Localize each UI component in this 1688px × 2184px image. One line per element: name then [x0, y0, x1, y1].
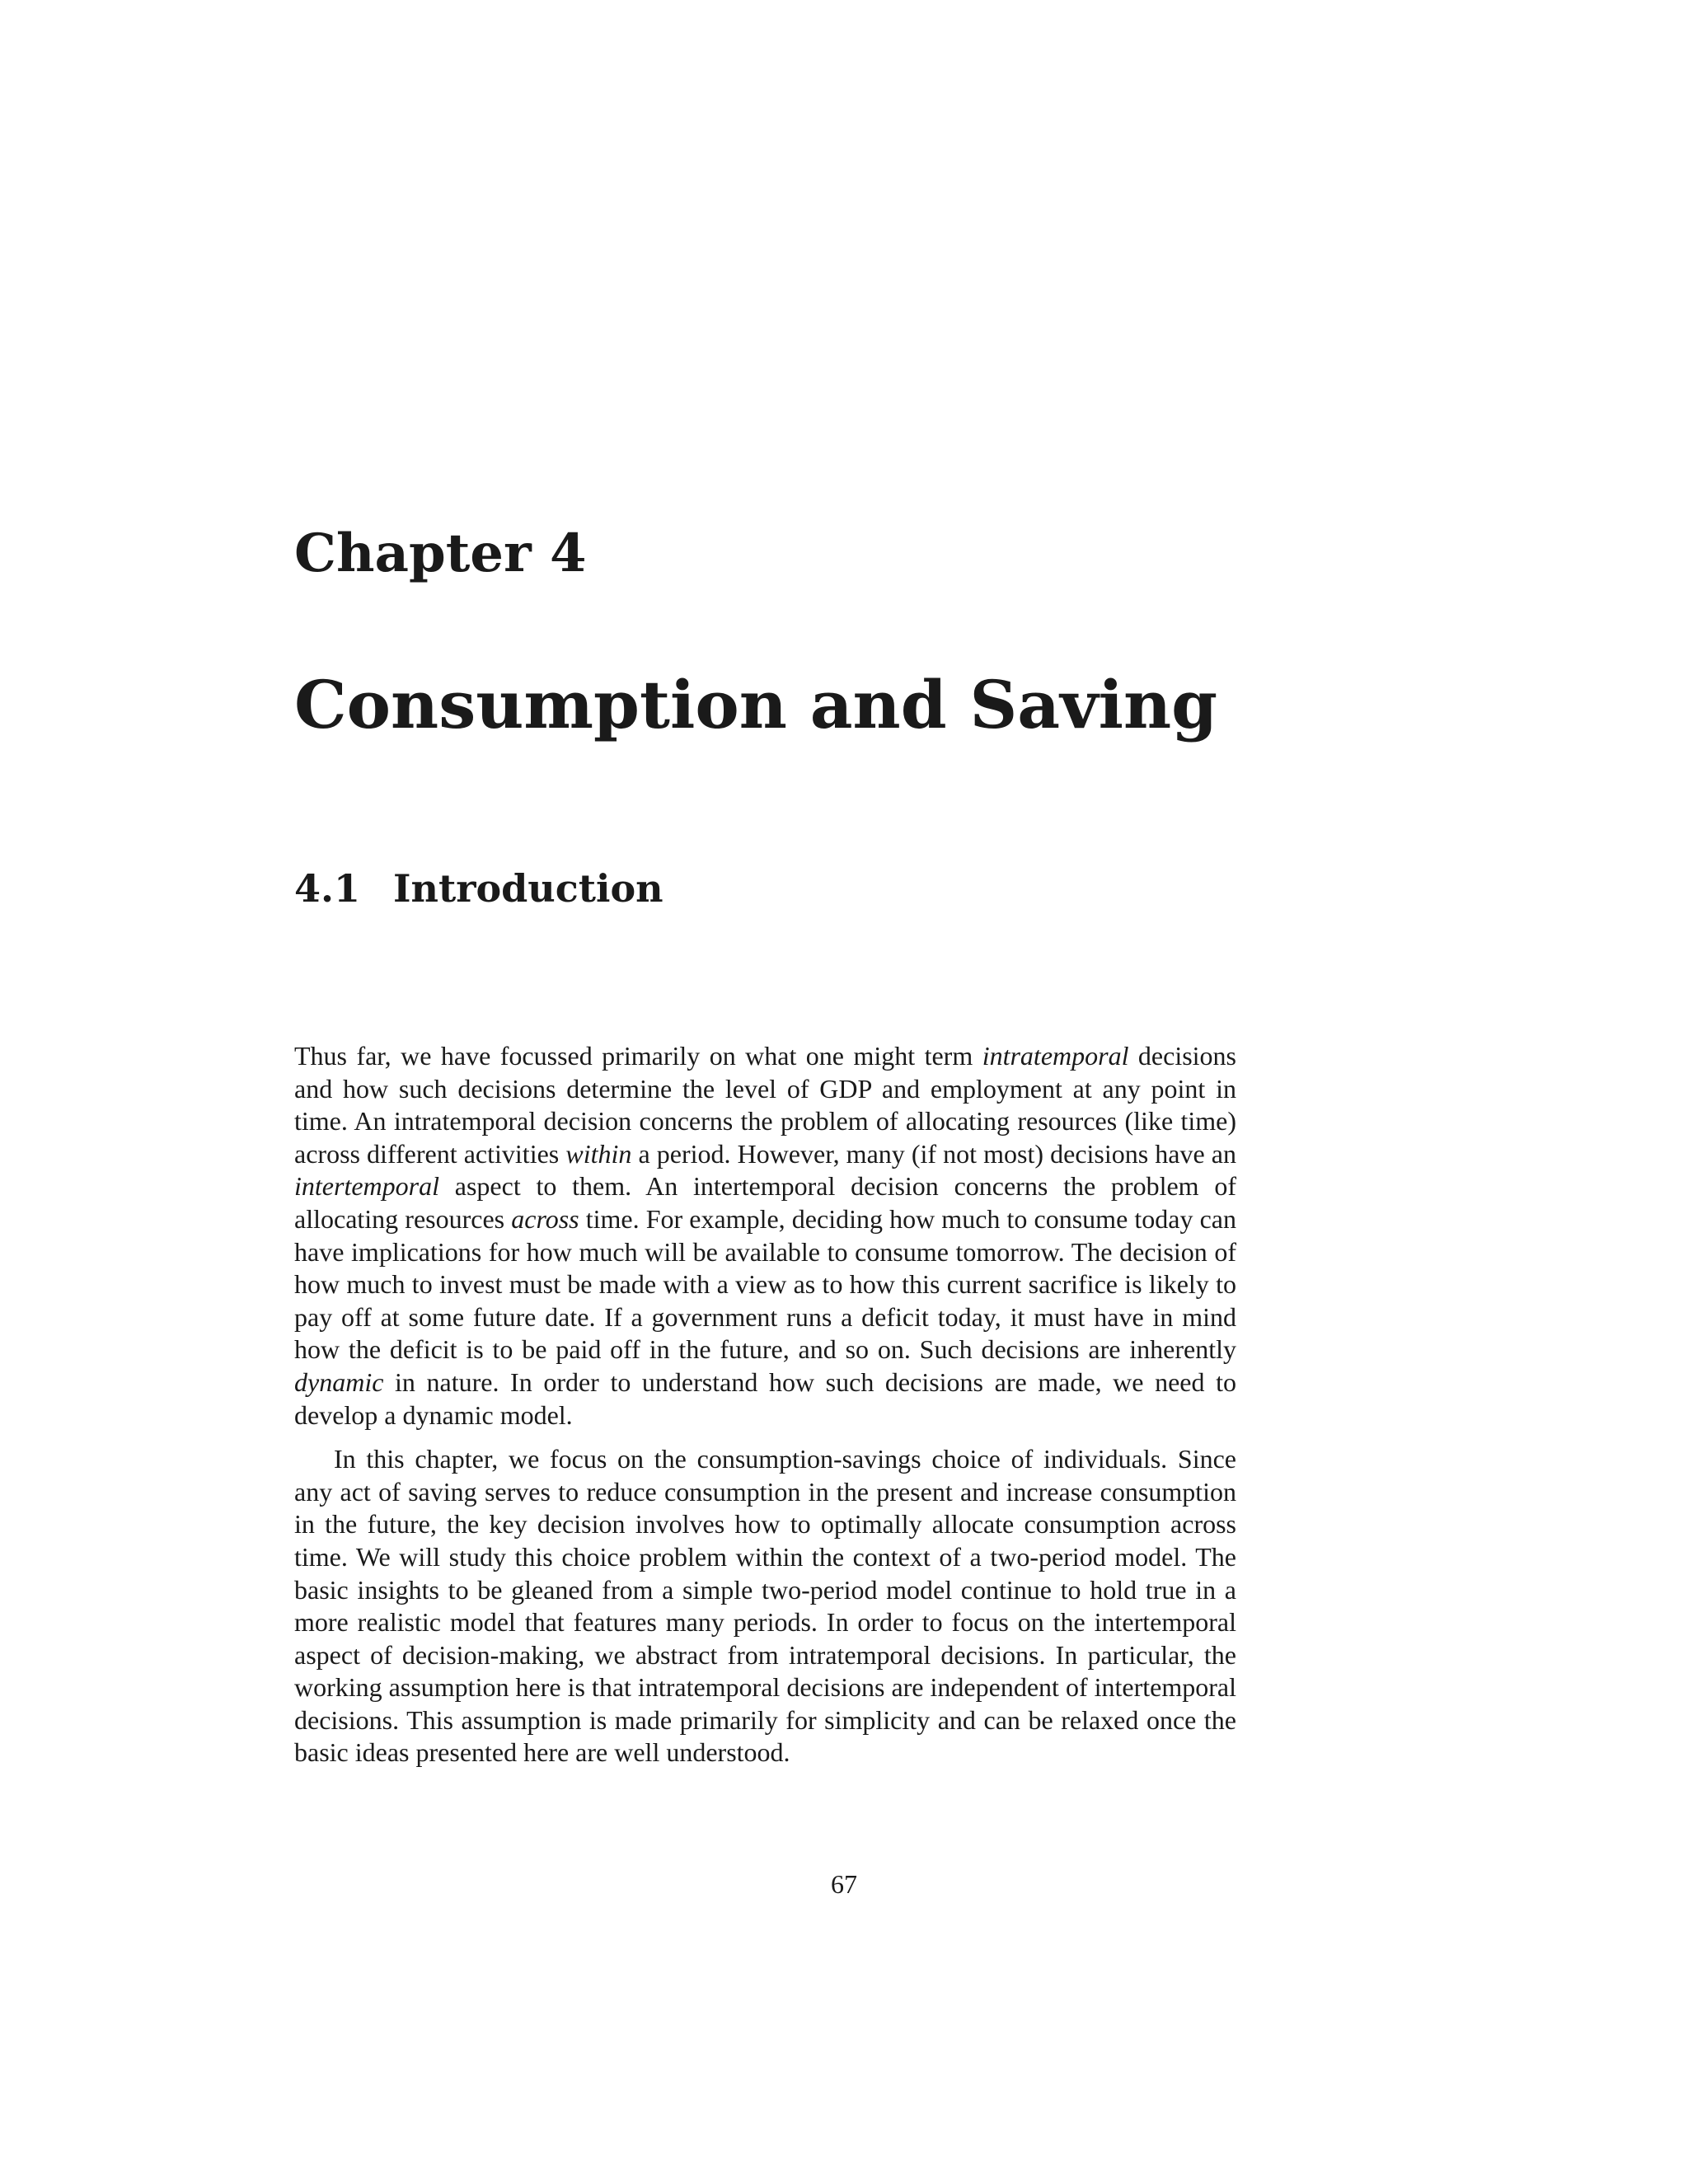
paragraph-1-text: aspect to them. An intertemporal decision concerns the problem of allocating resources — [294, 1171, 1236, 1234]
paragraph-1-text: a period. However, many (if not most) decisions have an — [631, 1138, 1237, 1169]
page-number: 67 — [831, 1869, 857, 1899]
section-title: Introduction — [393, 866, 663, 911]
paragraph-1-text: time. For example, deciding how much to consume today can have implications for how much will be available to consume tomorrow. The decision of how much to invest must be made with a view as to how this current sacrifice is likely to pay off at some future date. If a government runs a deficit today, it must have in mind how the deficit is to be paid off in the future, and so on. Such decisions are inherently — [294, 1203, 1237, 1365]
paragraph-1-text: decisions and how such decisions determine the level of GDP and employment at any point in time. An intratemporal decision concerns the problem of allocating resources (like time) across different activities — [294, 1041, 1237, 1169]
paragraph-1-text: in nature. In order to understand how such decisions are made, we need to develop a dynamic model. — [294, 1366, 1236, 1430]
paragraph-2: In this chapter, we focus on the consumption-savings choice of individuals. Since any act of saving serves to reduce consumption in the present and increase consumption in the future, the key decision involves how to optimally allocate consumption across time. We will study this choice problem within the context of a two-period model. The basic insights to be gleaned from a simple two-period model continue to hold true in a more realistic model that features many periods. In order to focus on the intertemporal aspect of decision-making, we abstract from intratemporal decisions. In particular, the working assumption here is that intratemporal decisions are independent of intertemporal decisions. This assumption is made primarily for simplicity and can be relaxed once the basic ideas presented here are well understood. — [294, 1444, 1236, 1768]
section-heading — [294, 866, 663, 911]
emphasis-dynamic: dynamic — [294, 1366, 384, 1397]
chapter-title: Consumption and Saving — [294, 666, 1218, 743]
emphasis-across: across — [511, 1203, 579, 1234]
chapter-label: Chapter 4 — [294, 523, 587, 584]
section-number: 4.1 — [294, 866, 361, 911]
paragraph-1 — [294, 1040, 1236, 1432]
emphasis-intratemporal: intratemporal — [982, 1041, 1129, 1071]
emphasis-within: within — [565, 1138, 632, 1169]
paragraph-1-text: Thus far, we have focussed primarily on what one might term — [294, 1041, 982, 1071]
emphasis-intertemporal: intertemporal — [294, 1171, 439, 1202]
body-text — [294, 1040, 1236, 1769]
